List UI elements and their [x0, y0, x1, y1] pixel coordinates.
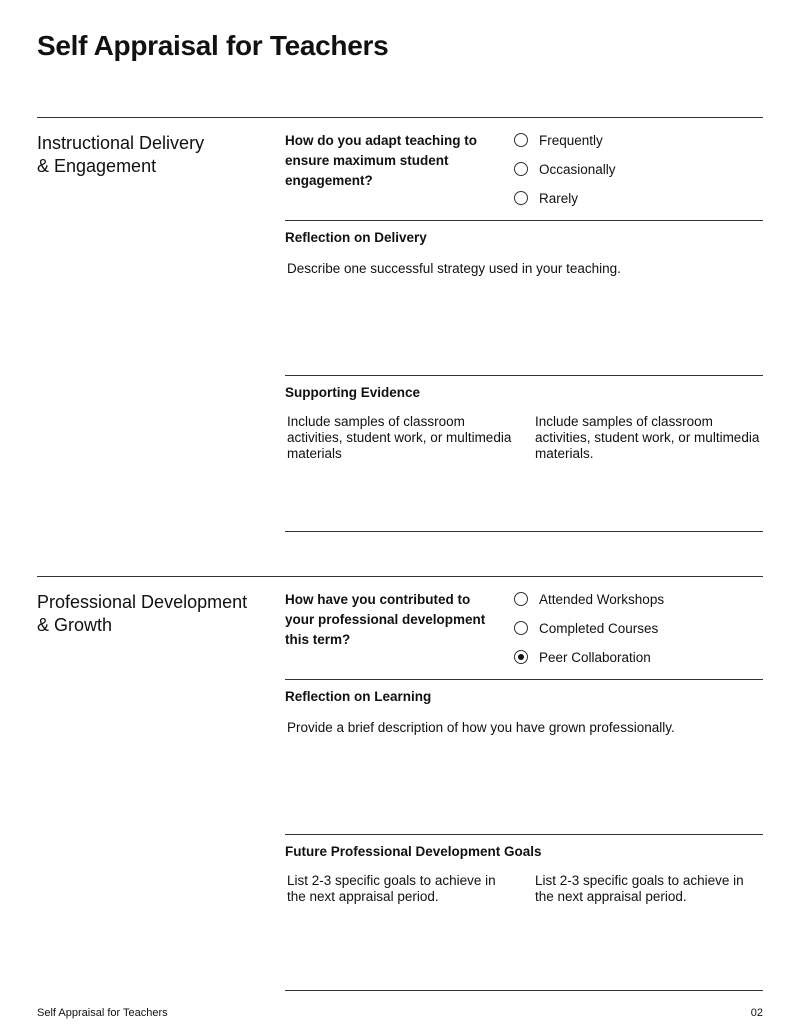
reflection-delivery-label: Reflection on Delivery	[285, 230, 427, 245]
option-peer-collaboration[interactable]	[514, 648, 651, 666]
section-title-line: Instructional Delivery	[37, 133, 205, 153]
field-divider	[285, 220, 763, 221]
field-divider	[285, 834, 763, 835]
section-title-line: & Engagement	[37, 156, 157, 176]
page-title: Self Appraisal for Teachers	[37, 30, 389, 61]
section-title-professional-development	[37, 591, 267, 637]
future-goals-left-field[interactable]: List 2-3 specific goals to achieve in the next appraisal period.	[287, 873, 496, 904]
radio-icon[interactable]	[514, 133, 528, 147]
radio-icon[interactable]	[514, 162, 528, 176]
section-divider	[37, 576, 763, 577]
option-label: Attended Workshops	[539, 591, 665, 607]
option-label: Peer Collaboration	[539, 649, 651, 665]
field-divider	[285, 679, 763, 680]
radio-icon[interactable]	[514, 621, 528, 635]
supporting-evidence-right-field[interactable]: Include samples of classroom activities, student work, or multimedia materials.	[535, 414, 760, 461]
field-divider	[285, 375, 763, 376]
option-label: Frequently	[539, 132, 603, 148]
option-completed-courses[interactable]	[514, 619, 658, 637]
page-number: 02	[750, 1007, 763, 1019]
field-divider	[285, 990, 763, 991]
option-rarely[interactable]	[514, 189, 578, 207]
question-engagement: How do you adapt teaching to ensure maximum student engagement?	[285, 133, 477, 188]
reflection-learning-label: Reflection on Learning	[285, 689, 432, 704]
radio-icon[interactable]	[514, 191, 528, 205]
reflection-learning-field[interactable]: Provide a brief description of how you have grown professionally.	[287, 720, 675, 735]
future-goals-label: Future Professional Development Goals	[285, 844, 542, 859]
future-goals-right-field[interactable]: List 2-3 specific goals to achieve in the next appraisal period.	[535, 873, 744, 904]
question-professional-development: How have you contributed to your professional development this term?	[285, 592, 486, 647]
footer-title: Self Appraisal for Teachers	[37, 1007, 168, 1019]
option-label: Completed Courses	[539, 620, 659, 636]
section-title-instructional-delivery	[37, 132, 267, 178]
section-title-line: Professional Development	[37, 592, 248, 612]
reflection-delivery-field[interactable]: Describe one successful strategy used in your teaching.	[287, 261, 621, 276]
option-frequently[interactable]	[514, 131, 603, 149]
section-divider	[37, 117, 763, 118]
supporting-evidence-label: Supporting Evidence	[285, 385, 421, 400]
radio-icon[interactable]	[514, 592, 528, 606]
supporting-evidence-left-field[interactable]: Include samples of classroom activities, student work, or multimedia materials	[287, 414, 512, 461]
option-label: Rarely	[539, 190, 579, 206]
option-attended-workshops[interactable]	[514, 590, 664, 608]
radio-selected-icon[interactable]	[514, 650, 528, 664]
option-label: Occasionally	[539, 161, 616, 177]
field-divider	[285, 531, 763, 532]
section-title-line: & Growth	[37, 615, 113, 635]
option-occasionally[interactable]	[514, 160, 616, 178]
